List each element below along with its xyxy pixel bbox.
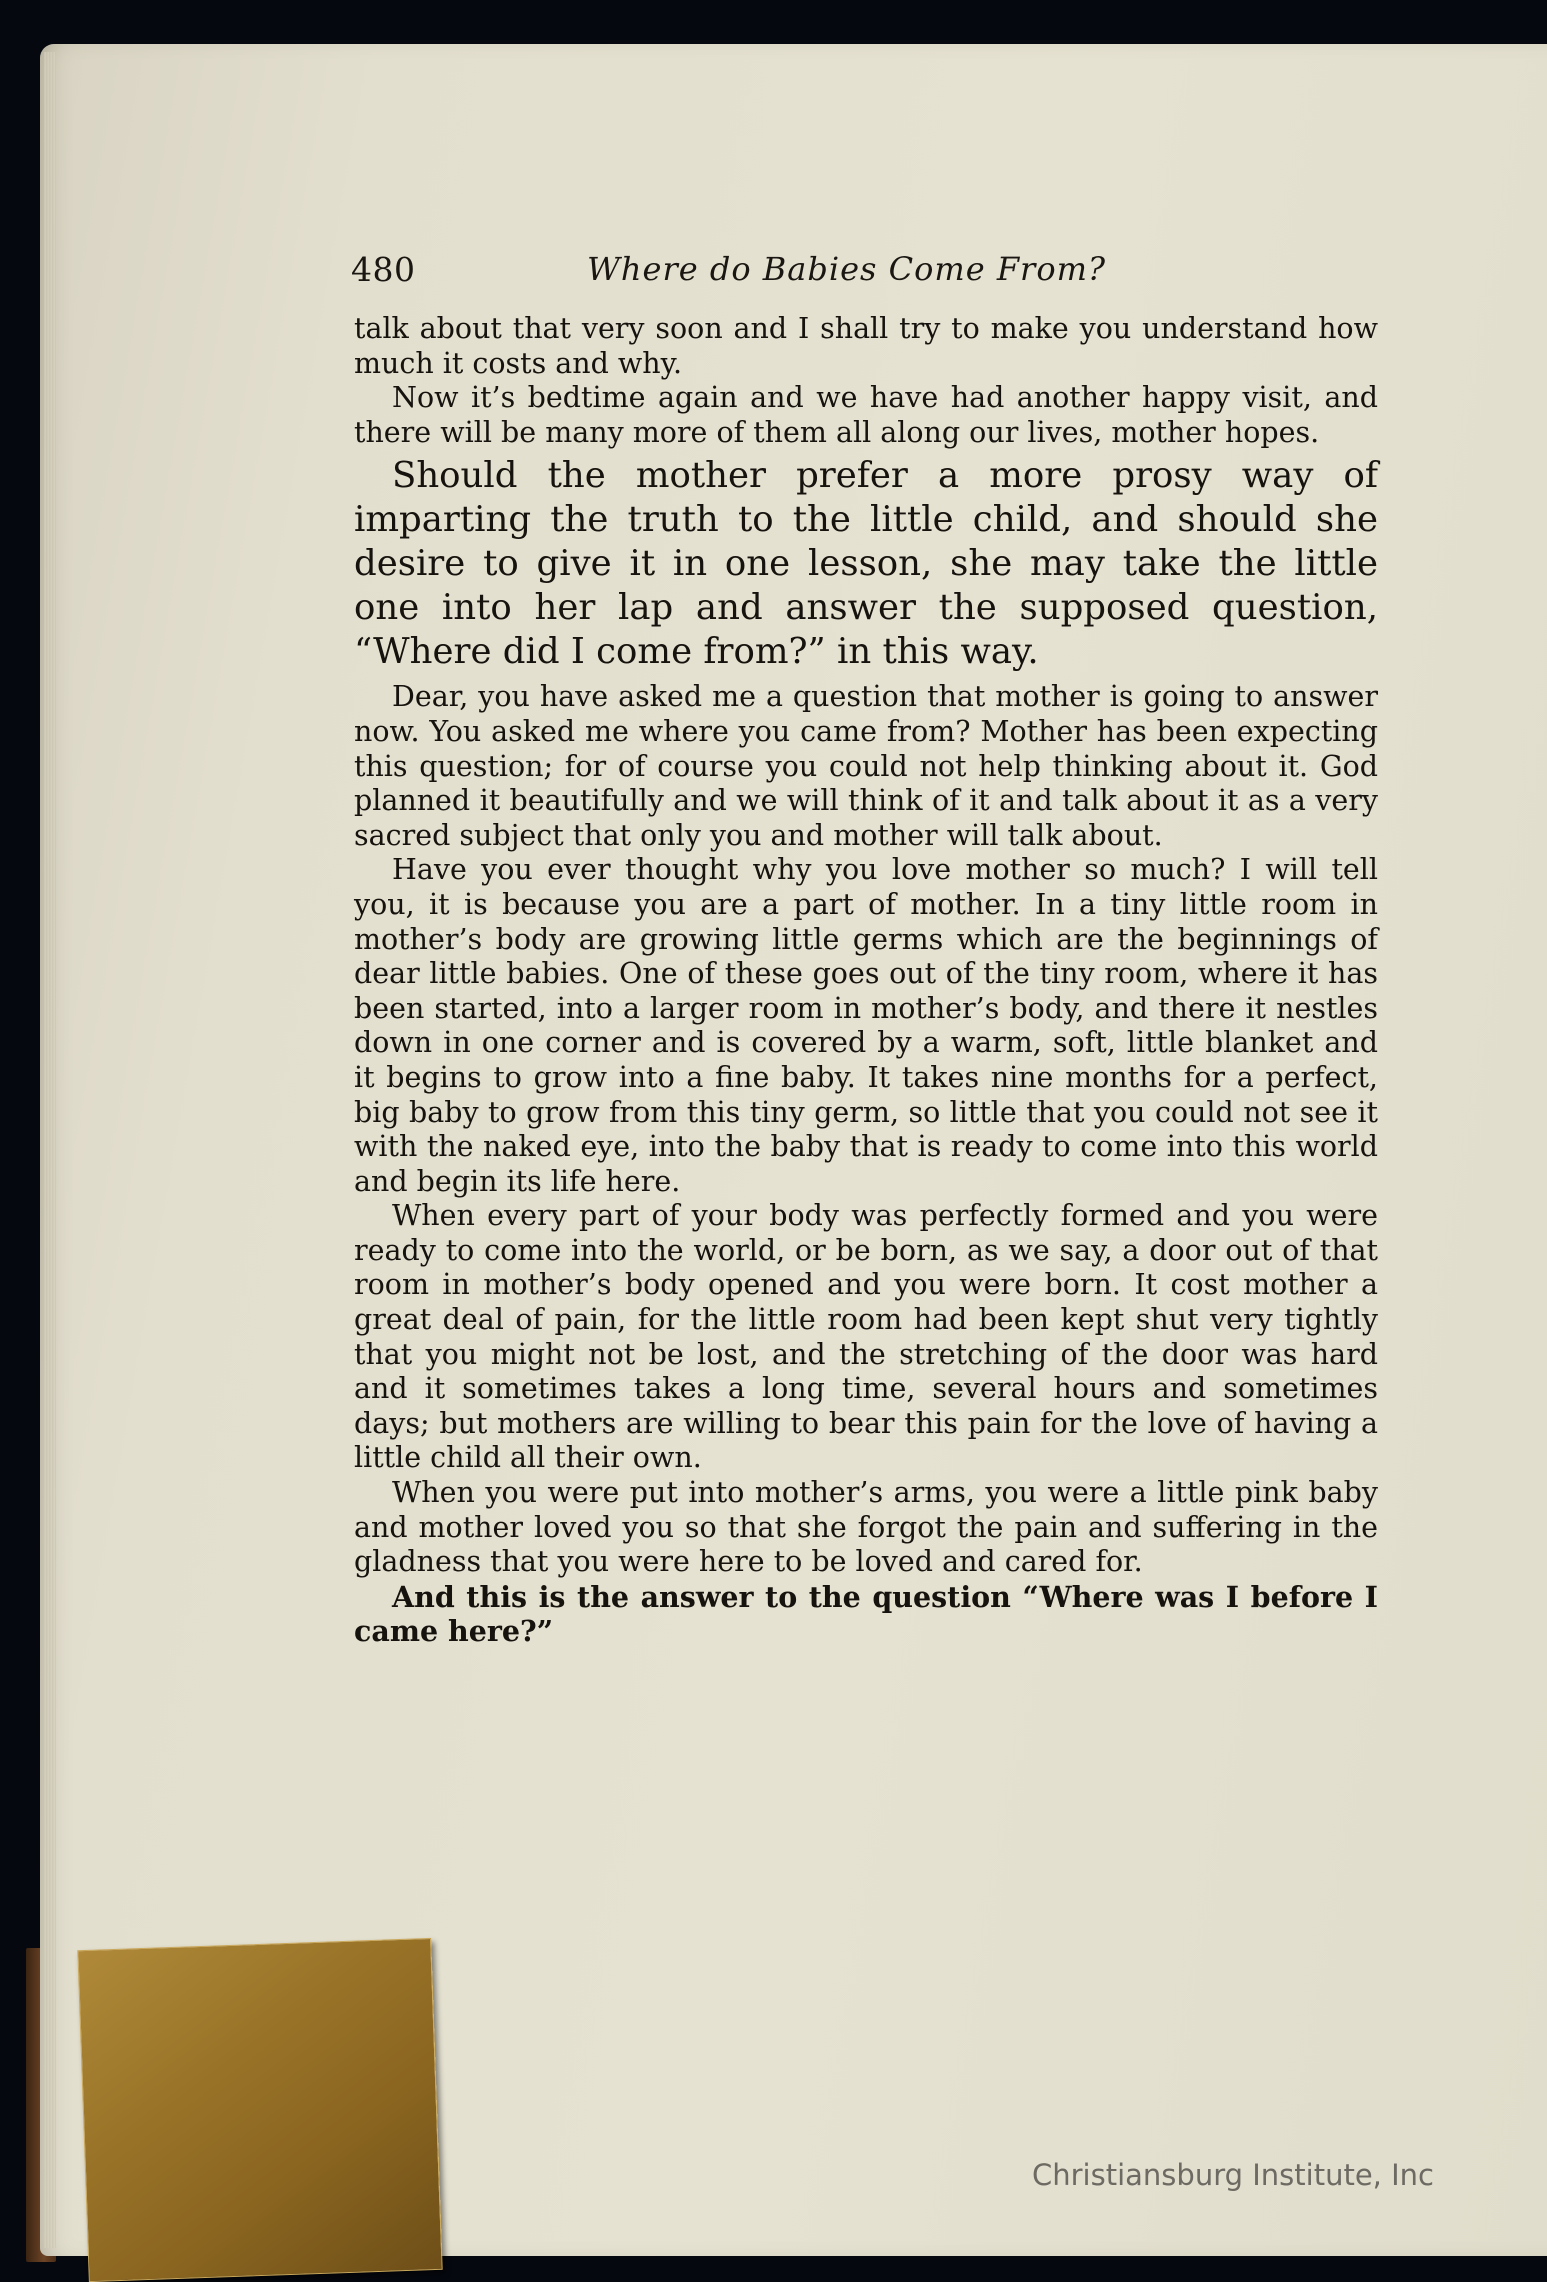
paragraph-pink-baby: When you were put into mother’s arms, you were a little pink baby and mother loved you so that she forgot the pain and suffering in the gladness that you were here to be loved and cared for. [354, 1476, 1378, 1579]
page-fore-edge [44, 52, 56, 2248]
page-number: 480 [351, 250, 416, 289]
body-text [354, 312, 1378, 1649]
watermark: Christiansburg Institute, Inc [1032, 2158, 1434, 2192]
paragraph-love-mother: Have you ever thought why you love mother so much? I will tell you, it is because you are a part of mother. In a tiny little room in mother’s body are growing little germs which are the beginnings of dear little babies. One of these goes out of the tiny room, where it has been started, into a larger room in mother’s body, and there it nestles down in one corner and is covered by a warm, soft, little blanket and it begins to grow into a fine baby. It takes nine months for a perfect, big baby to grow from this tiny germ, so little that you could not see it with the naked eye, into the baby that is ready to come into this world and begin its life here. [354, 853, 1378, 1198]
paragraph-dear: Dear, you have asked me a question that mother is going to answer now. You asked me where you came from? Mother has been expecting this question; for of course you could not help thinking about it. God planned it beautifully and we will think of it and talk about it as a very sacred subject that only you and mother will talk about. [354, 680, 1378, 852]
paragraph-answer: And this is the answer to the question “Where was I before I came here?” [354, 1579, 1378, 1649]
page-header [351, 244, 1381, 300]
paragraph-prosy-way: Should the mother prefer a more prosy way of imparting the truth to the little child, and should she desire to give it in one lesson, she may take the little one into her lap and answer the supposed question, “Where did I come from?” in this way. [354, 455, 1378, 673]
bookmark-tab [77, 1938, 442, 2282]
paragraph-bedtime: Now it’s bedtime again and we have had another happy visit, and there will be many more of them all along our lives, mother hopes. [354, 381, 1378, 449]
running-title: Where do Babies Come From? [587, 250, 1107, 288]
paragraph-continued: talk about that very soon and I shall try to make you understand how much it costs and why. [354, 312, 1378, 380]
paragraph-born: When every part of your body was perfectly formed and you were ready to come into the world, or be born, as we say, a door out of that room in mother’s body opened and you were born. It cost mother a great deal of pain, for the little room had been kept shut very tightly that you might not be lost, and the stretching of the door was hard and it sometimes takes a long time, several hours and sometimes days; but mothers are willing to bear this pain for the love of having a little child all their own. [354, 1199, 1378, 1475]
